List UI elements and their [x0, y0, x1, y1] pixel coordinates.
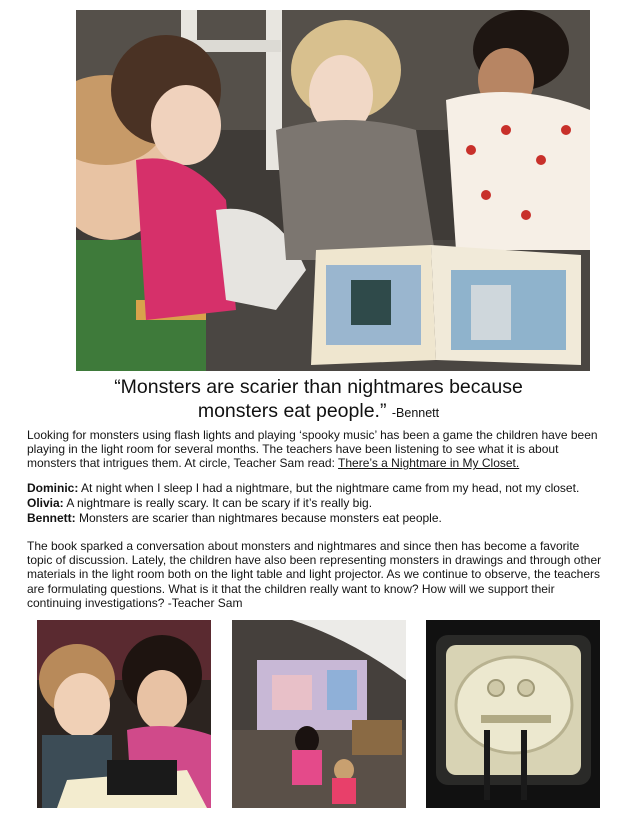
speaker-name: Bennett: — [27, 511, 76, 525]
speaker-name: Olivia: — [27, 496, 64, 510]
intro-line: playing in the light room for several months. The teachers have been listening to see what it is about — [27, 442, 559, 457]
reflection-paragraph — [27, 539, 623, 610]
dialogue-text: At night when I sleep I had a nightmare, but the nightmare came from my head, not my closet. — [78, 481, 580, 495]
speaker-name: Dominic: — [27, 481, 79, 495]
book-title: There’s a Nightmare in My Closet. — [338, 456, 520, 471]
quote-attribution: -Bennett — [391, 406, 440, 420]
dialogue-text: A nightmare is really scary. It can be scary if it’s really big. — [63, 496, 373, 510]
photo-children-light-table — [37, 620, 211, 808]
dialogue-list — [27, 481, 623, 526]
hero-photo-children-reading — [76, 10, 590, 371]
intro-line: Looking for monsters using flash lights and playing ‘spooky music’ has been a game the children have been — [27, 428, 598, 442]
quote-line-1 — [20, 375, 617, 399]
reflection-line: continuing investigations? -Teacher Sam — [27, 595, 243, 610]
dialogue-line — [27, 481, 623, 496]
reflection-line: topic of discussion. Lately, the children have also been representing monsters in drawings and through other — [27, 553, 602, 568]
reflection-line: The book sparked a conversation about monsters and nightmares and since then has become a favorite — [27, 539, 580, 553]
intro-text: monsters that intrigues them. At circle, Teacher Sam read: — [27, 456, 339, 471]
intro-paragraph — [27, 428, 623, 471]
reflection-line: materials in the light room both on the light table and light projector. As we continue to observe, the teachers — [27, 567, 601, 582]
dialogue-text: Monsters are scarier than nightmares because monsters eat people. — [75, 511, 442, 525]
quote-text-1: “Monsters are scarier than nightmares because — [114, 376, 523, 398]
reflection-line: are formulating questions. What is it that the children really want to know? How will we support their — [27, 581, 555, 596]
quote-line-2 — [20, 399, 617, 425]
dialogue-line — [27, 496, 623, 511]
photo-light-room-projector — [232, 620, 406, 808]
photo-light-table-tray — [426, 620, 600, 808]
intro-line — [27, 456, 623, 470]
dialogue-line — [27, 511, 623, 526]
quote-text-2: monsters eat people.” — [197, 400, 387, 422]
